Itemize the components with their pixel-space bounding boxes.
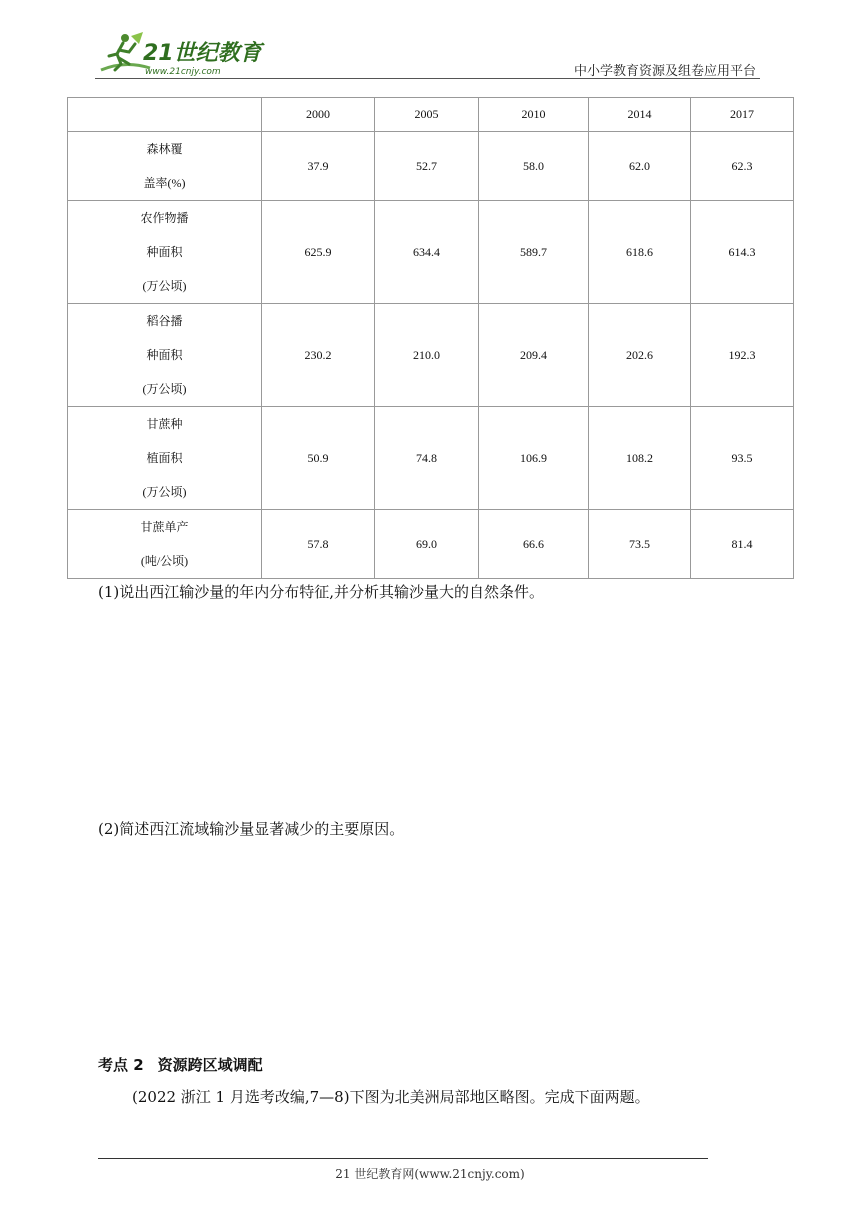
- table-corner-cell: [68, 98, 262, 132]
- row-label-line: (万公顷): [142, 485, 187, 499]
- logo-url: www.21cnjy.com: [145, 67, 221, 77]
- year-header-cell: 2000: [262, 98, 375, 132]
- row-label-cell: [68, 407, 262, 510]
- header-divider: [95, 78, 760, 79]
- row-label-line: 森林覆: [146, 142, 183, 156]
- section-intro: (2022 浙江 1 月选考改编,7—8)下图为北美洲局部地区略图。完成下面两题。: [132, 1088, 650, 1106]
- row-label-line: 稻谷播: [146, 314, 183, 328]
- year-header-cell: 2005: [375, 98, 479, 132]
- section-heading: [98, 1054, 263, 1075]
- value-cell: 106.9: [479, 407, 589, 510]
- row-label-cell: [68, 510, 262, 579]
- row-label-cell: [68, 201, 262, 304]
- platform-name: 中小学教育资源及组卷应用平台: [573, 64, 756, 79]
- row-label-line: 农作物播: [140, 211, 189, 225]
- value-cell: 73.5: [589, 510, 691, 579]
- row-label-cell: [68, 304, 262, 407]
- value-cell: 52.7: [375, 132, 479, 201]
- footer-divider: [98, 1158, 708, 1159]
- section-title: 资源跨区域调配: [157, 1056, 263, 1074]
- row-label-line: (吨/公顷): [140, 554, 189, 568]
- table-row: [68, 304, 794, 407]
- value-cell: 634.4: [375, 201, 479, 304]
- row-label-line: 甘蔗种: [146, 417, 183, 431]
- value-cell: 625.9: [262, 201, 375, 304]
- table-header-row: [68, 98, 794, 132]
- row-label-line: 种面积: [146, 348, 183, 362]
- value-cell: 589.7: [479, 201, 589, 304]
- table-row: [68, 407, 794, 510]
- value-cell: 202.6: [589, 304, 691, 407]
- runner-logo-icon: [95, 30, 265, 80]
- year-header-cell: 2017: [691, 98, 794, 132]
- table-row: [68, 132, 794, 201]
- row-label-line: 盖率(%): [143, 176, 186, 190]
- value-cell: 57.8: [262, 510, 375, 579]
- logo-text: 21世纪教育: [143, 41, 262, 66]
- value-cell: 58.0: [479, 132, 589, 201]
- value-cell: 108.2: [589, 407, 691, 510]
- logo: [95, 30, 265, 80]
- year-header-cell: 2010: [479, 98, 589, 132]
- value-cell: 74.8: [375, 407, 479, 510]
- value-cell: 62.0: [589, 132, 691, 201]
- row-label-line: 植面积: [146, 451, 183, 465]
- value-cell: 69.0: [375, 510, 479, 579]
- row-label-line: 甘蔗单产: [140, 520, 189, 534]
- table-row: [68, 201, 794, 304]
- section-label: 考点 2: [98, 1056, 144, 1074]
- value-cell: 230.2: [262, 304, 375, 407]
- value-cell: 62.3: [691, 132, 794, 201]
- value-cell: 210.0: [375, 304, 479, 407]
- page-header: [95, 30, 760, 80]
- year-header-cell: 2014: [589, 98, 691, 132]
- value-cell: 614.3: [691, 201, 794, 304]
- row-label-cell: [68, 132, 262, 201]
- value-cell: 618.6: [589, 201, 691, 304]
- question-2: (2)简述西江流域输沙量显著减少的主要原因。: [98, 820, 405, 838]
- table-row: [68, 510, 794, 579]
- value-cell: 81.4: [691, 510, 794, 579]
- row-label-line: (万公顷): [142, 382, 187, 396]
- value-cell: 50.9: [262, 407, 375, 510]
- row-label-line: 种面积: [146, 245, 183, 259]
- value-cell: 192.3: [691, 304, 794, 407]
- row-label-line: (万公顷): [142, 279, 187, 293]
- question-1: (1)说出西江输沙量的年内分布特征,并分析其输沙量大的自然条件。: [98, 583, 545, 601]
- value-cell: 93.5: [691, 407, 794, 510]
- value-cell: 209.4: [479, 304, 589, 407]
- statistics-table: [67, 97, 794, 579]
- footer-text: 21 世纪教育网(www.21cnjy.com): [335, 1167, 525, 1181]
- value-cell: 37.9: [262, 132, 375, 201]
- value-cell: 66.6: [479, 510, 589, 579]
